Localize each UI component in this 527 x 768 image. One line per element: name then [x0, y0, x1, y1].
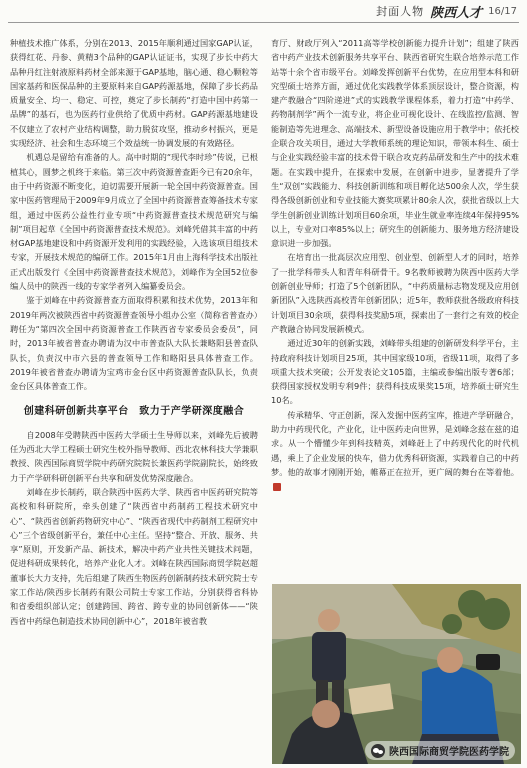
field-photo	[272, 584, 521, 764]
magazine-title: 陕西人才	[430, 5, 483, 21]
right-column	[271, 36, 519, 494]
page-number: 16/17	[488, 5, 517, 17]
left-column	[10, 36, 258, 628]
watermark-text: 陕西国际商贸学院医药学院	[389, 747, 509, 758]
wechat-icon	[371, 744, 385, 758]
paragraph: 通过近30年的创新实践，刘峰带头组建的创新研发科学平台，主持政府科技计划项目25项，其中国家级10项，省级11项，取得了多项重大技术突破；公开发表论文105篇，主编或参编出版专著6部；获得国家授权发明专利9件；获得科技成果奖15项，培养硕士研究生10名。	[271, 338, 519, 406]
section-heading: 创建科研创新共享平台 致力于产学研深度融合	[23, 406, 245, 418]
closing-paragraph-text: 传承精华、守正创新，深入发掘中医药宝库，推进产学研融合，助力中药现代化，产业化，让中医药走向世界，是刘峰念兹在兹的追求。从一个懵懂少年到科技精英，刘峰赶上了中药现代化的时代机遇，乘上了企业发展的快车，借力优秀科研资源，实践着自己的中药梦。他的故事才刚刚开始，帷幕正在拉开，更广阔的舞台在等着他。	[271, 409, 519, 477]
paragraph: 种植技术推广体系，分别在2013、2015年顺利通过国家GAP认证，获得红花、丹参、黄精3个品种的GAP认证证书，实现了步长中药大品种丹红注射液原料药材全部来源于GAP基地，脑心通、稳心颗粒等国家基药和医保品种的主要原料来自GAP药源基地，保障了步长药品质量安全、均一、稳定、可控，奠定了步长制药“打造中国中药第一品牌”的基石，也为医药行业供给了优质中药材。GAP药源基地建设不仅建立了农村产业结构调整，助力脱贫攻坚，推动乡村振兴，更是实现经济、社会和生态环境三个效益统一协调发展的有效路径。	[10, 38, 258, 149]
photo-illustration	[272, 584, 521, 764]
paragraph: 刘峰在步长制药，联合陕西中医药大学、陕西省中医药研究院等高校和科研院所，牵头创建了“陕西省中药制药工程技术研究中心”、“陕西省创新药物研究中心”、“陕西省现代中药制剂工程研究中心”三个省级创新平台，兼任中心主任。坚持“整合、开放、服务、共享”原则，开发新产品、新技术，解决中药产业共性关键技术问题，促进科研成果转化，培养产业化人才。刘峰在陕西国际商贸学院赵超董事长大力支持，先后组建了陕西生物医药创新制药技术研究院士专家工作站/陕西步长制药有限公司院士专家工作站，分别获得省科协和省委组织部认定；创建跨国、跨省、跨专业的协同创新体——“陕西省中药绿色制造技术协同创新中心”，2018年被省教	[10, 486, 258, 626]
paragraph: 在培育出一批高层次应用型、创业型、创新型人才的同时，培养了一批学科带头人和青年科研骨干。9名教师被聘为陕西中医药大学创新创业导师；打造了5个创新团队，“中药质量标志物发现及应用创新团队”入选陕西高校青年创新团队；近5年，教师获批各级政府科技计划项目30余项，获得科技奖励5项，探索出了一套行之有效的校企产教融合协同发展新模式。	[271, 252, 519, 334]
paragraph	[271, 408, 519, 494]
paragraph: 自2008年受聘陕西中医药大学硕士生导师以来，刘峰先后被聘任为西北大学工程硕士研究生校外指导教师、西北农林科技大学兼职教授、陕西国际商贸学院中药研究院院长兼医药学院副院长，始终致力于产学研科研创新平台共享和研发优势深度融合。	[10, 429, 258, 483]
page-header	[0, 0, 527, 22]
section-label: 封面人物	[376, 5, 425, 18]
end-mark-icon	[273, 483, 281, 491]
paragraph: 育厅、财政厅列入“2011高等学校创新能力提升计划”；组建了陕西省中药产业技术创新服务共享平台、陕西省研究生联合培养示范工作站等十余个省市级平台。刘峰发挥创新平台优势，在应用型本科和研究型硕士培养方面，通过优化实践教学体系顶层设计，整合资源，构建产教融合“四阶递进”式的实践教学课程体系，着力打造“中药学、药物制剂学”两个一流专业，将企业可视化设计、在线监控/监测、智能制造等先进理念、高端技术、新型设备设施应用于教学中；依托校企联合攻关项目，通过大学教师系统的理论知识，带领本科生、硕士与企业实践经验丰富的技术骨干联合攻克药品研发和生产中的技术难题。在实践中提升，在探索中发展，在创新中进步，显著提升了学生“双创”实践能力、科技创新训练和项目孵化达500余人次，学生获得各级创新创业和专业技能大赛奖项累计80余人次，获批省级以上大学生创新创业训练计划项目60余项，毕业生就业率连续4年保持95%以上，专业对口率85%以上；研究生的创新能力、服务地方经济建设意识进一步加强。	[271, 38, 519, 249]
watermark	[365, 741, 515, 760]
header-divider	[8, 22, 519, 23]
paragraph: 鉴于刘峰在中药资源普查方面取得积累和技术优势，2013年和2019年两次被陕西省中药资源普查领导小组办公室（简称省普查办）聘任为“第四次全国中药资源普查工作陕西省专家委员会委员”，同时，2013年被省普查办聘请为汉中市普查队大队长兼略阳县普查队队长，负责汉中市六县的普查领导工作和略阳县具体普查工作。2019年被省普查办聘请为宝鸡市金台区中药资源普查队队长，负责金台区具体普查工作。	[10, 295, 258, 392]
paragraph: 机遇总是留给有准备的人。高中时期的“现代李时珍”传说，已根植其心，圆梦之机终于来临。第三次中药资源普查距今已有20余年，由于中药资源不断变化，迫切需要开展新一轮全国中药资源普查。国家中医药管理局于2009年9月成立了全国中药资源普查筹备技术专家组，通过中医药公益性行业专项“中药资源普查技术规范研究与编制”项目起草《全国中药资源普查技术规范》。刘峰凭借其丰富的中药材GAP基地建设和中药资源开发利用的实践经验，入选该项目组技术专家，开展技术规范的编研工作。2015年1月由上海科学技术出版社正式出版发行《全国中药资源普查技术规范》，刘峰作为全国52位参编人员中的陕西一线的专家学者列入编纂委员会。	[10, 152, 258, 292]
